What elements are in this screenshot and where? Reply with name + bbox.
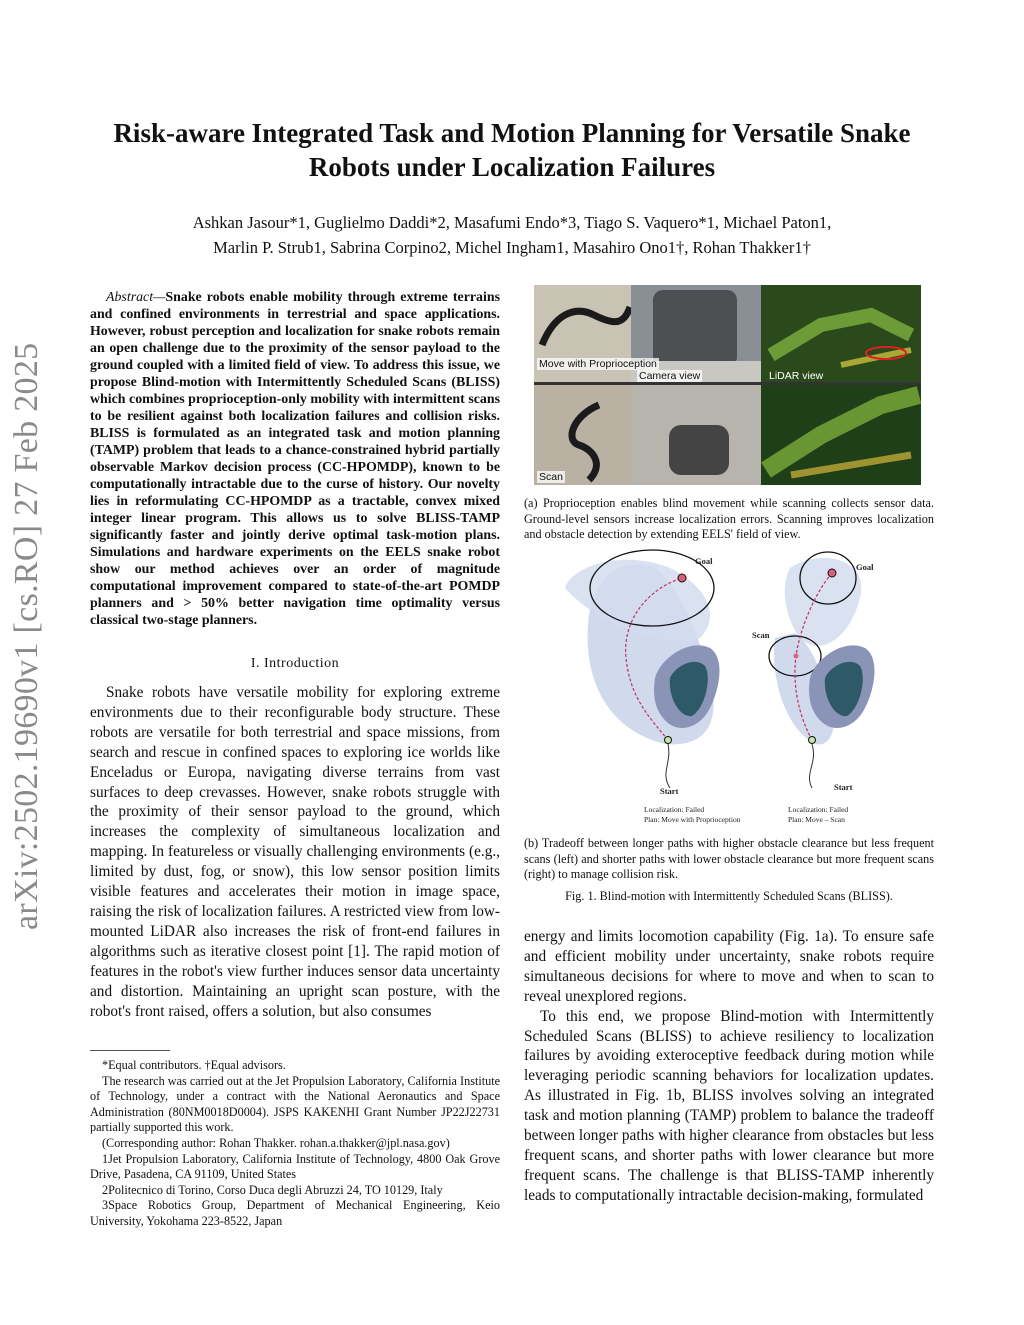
left-start-marker <box>665 737 672 744</box>
figure-1a-caption: (a) Proprioception enables blind movement while scanning collects sensor data. Ground-level sensors increase localization errors. Scanning improves localization and obstacle detection by extending EELS' field of view. <box>524 496 934 541</box>
introduction-body-left <box>90 683 500 1021</box>
figure-1b-plot <box>560 548 950 832</box>
footnote-affil-1: 1Jet Propulsion Laboratory, California Institute of Technology, 4800 Oak Grove Drive, Pasadena, CA 91109, United States <box>90 1151 500 1182</box>
left-goal-label: Goal <box>695 556 713 566</box>
abstract-label: Abstract— <box>106 290 166 305</box>
right-goal-label: Goal <box>856 562 874 572</box>
panel-lidar-bottom <box>761 385 921 485</box>
left-start-tail <box>666 744 670 788</box>
footnote-corresponding: (Corresponding author: Rohan Thakker. rohan.a.thakker@jpl.nasa.gov) <box>102 1135 450 1150</box>
intro-paragraph-2: To this end, we propose Blind-motion with Intermittently Scheduled Scans (BLISS) to achieve resiliency to localization failures by avoiding exteroceptive feedback during motion while leveraging periodic scanning behaviors for localization updates. As illustrated in Fig. 1b, BLISS involves solving an integrated task and motion planning (TAMP) problem to balance the tradeoff between longer paths with higher clearance from obstacles but less frequent scans, and shorter paths with lower clearance but more frequent scans. The challenge is that BLISS-TAMP inherently leads to computationally intractable decision-making, formulated <box>524 1007 934 1204</box>
abstract-text: Snake robots enable mobility through extreme terrains and confined environments in terrestrial and space applications. However, robust perception and localization for snake robots remain an open challenge due to the proximity of the sensor payload to the ground coupled with a limited field of view. To address this issue, we propose Blind-motion with Intermittently Scheduled Scans (BLISS) which combines proprioception-only mobility with intermittent scans to be resilient against both localization failures and collision risks. BLISS is formulated as an integrated task and motion planning (TAMP) problem that leads to a chance-constrained hybrid partially observable Markov decision process (CC-HPOMDP), known to be computationally intractable due to the curse of history. Our novelty lies in reformulating CC-HPOMDP as a tractable, convex mixed integer linear program. This allows us to solve BLISS-TAMP significantly faster and jointly derive optimal task-motion plans. Simulations and hardware experiments on the EELS snake robot show our method achieves over an order of magnitude computational improvement compared to state-of-the-art POMDP planners and > 50% better navigation time optimality versus classical two-stage planners. <box>90 290 500 628</box>
introduction-body-right <box>524 927 934 1206</box>
right-scan-marker <box>794 654 799 659</box>
right-start-marker <box>809 737 816 744</box>
right-plan-label: Plan: Move – Scan <box>788 815 845 824</box>
figure-1a-photo-grid <box>534 285 921 485</box>
intro-paragraph-1: Snake robots have versatile mobility for exploring extreme environments due to their reconfigurable body structure. These robots are versatile for both terrestrial and space missions, from search and rescue in confined spaces to exploring ice worlds like Enceladus or Europa, navigating diverse terrains from vast surfaces to deep crevasses. However, snake robots struggle with the proximity of their sensor payload to the ground, which increases the complexity of simultaneous localization and mapping. In featureless or visually challenging environments (e.g., limited by dust, fog, or snow), this low sensor position limits visible features and accelerates their motion in image space, raising the risk of localization failures. A restricted view from low-mounted LiDAR also increases the risk of front-end failures in algorithms such as iterative closest point [1]. The rapid motion of features in the robot's view further induces sensor data uncertainty and distortion. Maintaining an upright scan posture, with the robot's front raised, offers a solution, but also consumes <box>90 684 500 1020</box>
left-localization-label: Localization: Failed <box>644 805 705 814</box>
right-goal-region <box>785 558 862 646</box>
figure-1-caption: Fig. 1. Blind-motion with Intermittently Scheduled Scans (BLISS). <box>565 889 893 903</box>
left-goal-region <box>565 560 710 641</box>
footnote-rule <box>90 1050 170 1051</box>
panel-lidar-top <box>761 285 921 382</box>
paper-title: Risk-aware Integrated Task and Motion Planning for Versatile Snake Robots under Localization Failures <box>113 118 911 182</box>
arxiv-identifier: arXiv:2502.19690v1 [cs.RO] 27 Feb 2025 <box>8 342 45 930</box>
footnote-equal: *Equal contributors. †Equal advisors. <box>102 1058 286 1072</box>
label-move-with-proprioception: Move with Proprioception <box>539 358 657 370</box>
right-start-label: Start <box>834 782 853 792</box>
footnote-funding: The research was carried out at the Jet Propulsion Laboratory, California Institute of Technology, under a contract with the National Aeronautics and Space Administration (80NM0018D0004). JSPS KAKENHI Grant Number JP22J22731 partially supported this work. <box>90 1073 500 1135</box>
panel-camera-bottom <box>631 385 761 485</box>
right-start-tail <box>809 744 813 788</box>
right-scan-label: Scan <box>752 630 770 640</box>
label-camera-view: Camera view <box>639 370 701 382</box>
right-localization-label: Localization: Failed <box>788 805 849 814</box>
footnote-affil-2: 2Politecnico di Torino, Corso Duca degli Abruzzi 24, TO 10129, Italy <box>102 1182 443 1197</box>
left-plan-label: Plan: Move with Proprioception <box>644 815 741 824</box>
label-lidar-view: LiDAR view <box>769 370 824 382</box>
authors-line-1: Ashkan Jasour*1, Guglielmo Daddi*2, Masafumi Endo*3, Tiago S. Vaquero*1, Michael Paton1, <box>192 213 832 232</box>
footnotes <box>90 1058 500 1230</box>
panel-scan-bottom-left <box>534 385 631 485</box>
abstract <box>90 289 500 629</box>
footnote-affil-3: 3Space Robotics Group, Department of Mechanical Engineering, Keio University, Yokohama 223-8522, Japan <box>90 1198 500 1228</box>
right-goal-marker <box>828 569 836 577</box>
left-start-label: Start <box>660 786 679 796</box>
left-goal-marker <box>678 574 686 582</box>
section-heading-introduction: I. Introduction <box>250 656 340 671</box>
authors-line-2: Marlin P. Strub1, Sabrina Corpino2, Michel Ingham1, Masahiro Ono1†, Rohan Thakker1† <box>213 238 811 257</box>
intro-paragraph-1-continued: energy and limits locomotion capability (Fig. 1a). To ensure safe and efficient mobility under uncertainty, snake robots require simultaneous decisions for where to move and when to scan to reveal unexplored regions. <box>524 928 934 1005</box>
figure-1b-caption: (b) Tradeoff between longer paths with higher obstacle clearance but less frequent scans (left) and shorter paths with lower obstacle clearance but more frequent scans (right) to manage collision risk. <box>524 836 934 881</box>
author-list <box>100 210 924 260</box>
label-scan: Scan <box>539 471 563 483</box>
